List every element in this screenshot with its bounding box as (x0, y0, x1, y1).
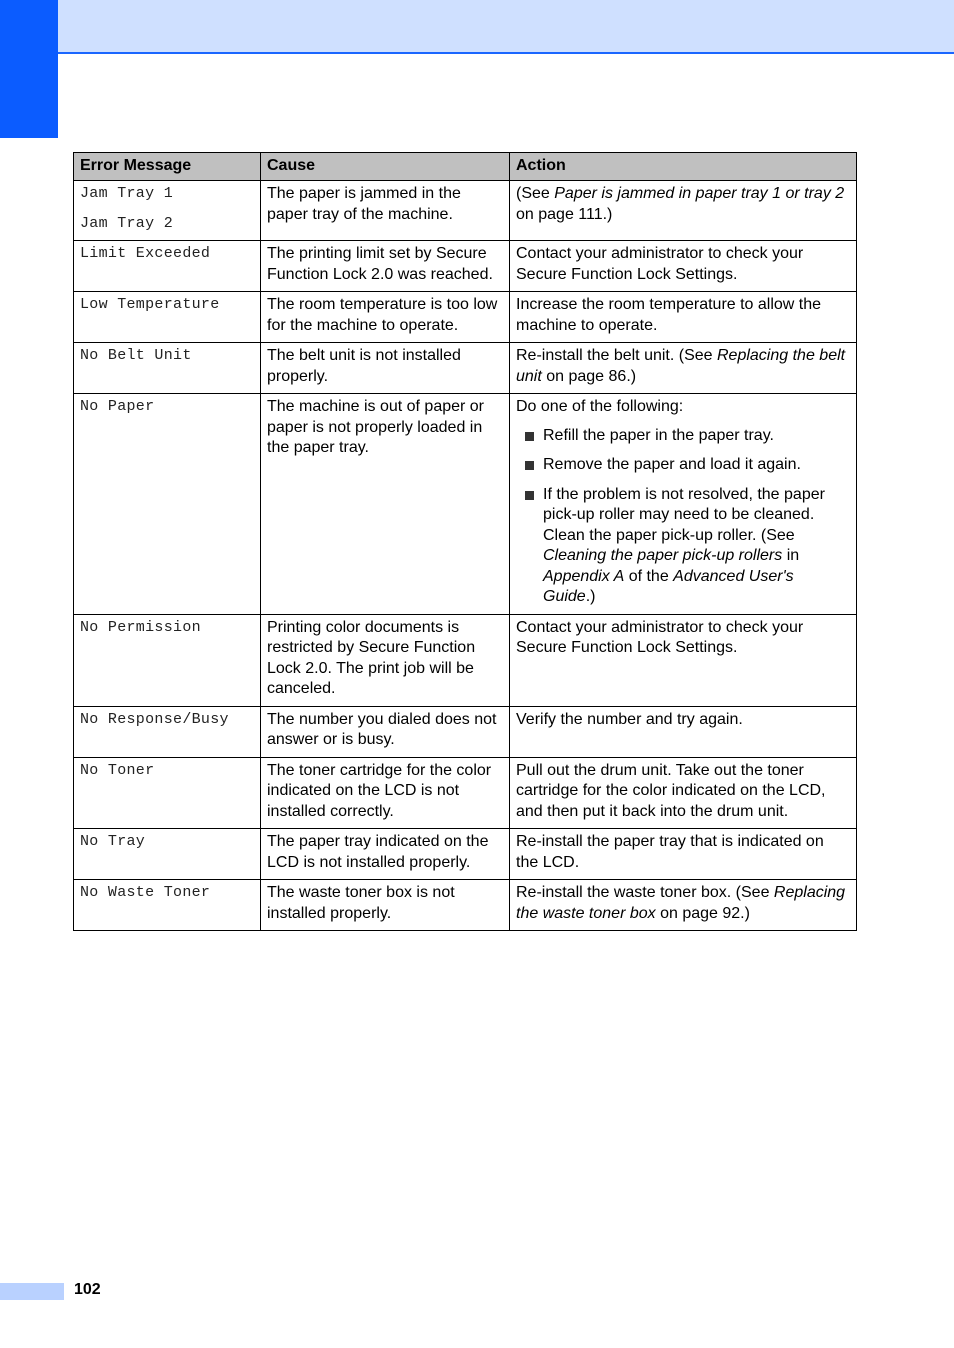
table-row (74, 706, 857, 757)
action-cell (510, 394, 857, 615)
error-message: Limit Exceeded (80, 245, 211, 262)
cause-cell: The printing limit set by Secure Function Lock 2.0 was reached. (261, 241, 510, 292)
cross-reference: Replacing the waste toner box (516, 884, 846, 922)
action-cell: Re-install the paper tray that is indicated on the LCD. (510, 829, 857, 880)
action-text: on page 86.) (541, 367, 637, 385)
table-row (74, 614, 857, 706)
action-text: Re-install the belt unit. (See (516, 347, 717, 364)
chapter-tab (0, 0, 58, 138)
cross-reference: Advanced User's Guide (543, 567, 794, 605)
error-cell (74, 706, 261, 757)
page-number: 102 (74, 1281, 101, 1298)
action-text: (See (516, 185, 555, 202)
action-text: on page 111.) (516, 205, 613, 223)
error-cell (74, 880, 261, 931)
error-message: No Response/Busy (80, 710, 229, 728)
error-message: No Toner (80, 761, 155, 779)
error-cell (74, 181, 261, 241)
error-message: No Waste Toner (80, 884, 211, 901)
cross-reference: Replacing the belt unit (516, 347, 846, 385)
error-message: No Tray (80, 833, 146, 850)
square-bullet-icon (525, 432, 534, 441)
square-bullet-icon (525, 491, 534, 500)
column-header-action: Action (510, 153, 857, 181)
cause-cell: The paper tray indicated on the LCD is not installed properly. (261, 829, 510, 880)
action-text: Re-install the waste toner box. (See (516, 884, 774, 901)
error-message: Jam Tray 1 (80, 185, 174, 202)
cause-cell: The waste toner box is not installed properly. (261, 880, 510, 931)
error-cell (74, 292, 261, 343)
list-item (516, 455, 850, 476)
error-message: Low Temperature (80, 296, 220, 313)
bullet-text: .) (585, 588, 596, 605)
action-cell: Contact your administrator to check your Secure Function Lock Settings. (510, 241, 857, 292)
bullet-text: in (782, 547, 800, 564)
error-message: Jam Tray 2 (80, 214, 174, 232)
error-cell (74, 614, 261, 706)
header-band (0, 0, 954, 54)
column-header-cause: Cause (261, 153, 510, 181)
error-message: No Permission (80, 618, 201, 636)
action-intro: Do one of the following: (516, 398, 684, 415)
bullet-text: of the (624, 567, 674, 585)
cause-cell: Printing color documents is restricted by Secure Function Lock 2.0. The print job will be canceled. (261, 614, 510, 706)
column-header-error: Error Message (74, 153, 261, 181)
error-message: No Paper (80, 398, 155, 415)
error-cell (74, 343, 261, 394)
list-item (516, 485, 850, 608)
action-bullet-list (516, 426, 850, 608)
cause-cell: The room temperature is too low for the machine to operate. (261, 292, 510, 343)
action-cell: Increase the room temperature to allow the machine to operate. (510, 292, 857, 343)
footer-bar (0, 1283, 64, 1300)
cross-reference: Cleaning the paper pick-up rollers (543, 547, 783, 564)
action-cell (510, 181, 857, 241)
cause-cell: The paper is jammed in the paper tray of the machine. (261, 181, 510, 241)
bullet-text: If the problem is not resolved, the paper pick-up roller may need to be cleaned. Clean the paper pick-up roller. (See (543, 485, 825, 544)
action-cell (510, 880, 857, 931)
table-row (74, 181, 857, 241)
list-item (516, 426, 850, 447)
bullet-text: Remove the paper and load it again. (543, 456, 801, 473)
cause-cell: The belt unit is not installed properly. (261, 343, 510, 394)
table-header-row (74, 153, 857, 181)
action-cell: Contact your administrator to check your Secure Function Lock Settings. (510, 614, 857, 706)
cross-reference: Paper is jammed in paper tray 1 or tray 2 (554, 185, 845, 202)
table-row (74, 292, 857, 343)
cross-reference: Appendix A (543, 567, 625, 585)
action-cell: Verify the number and try again. (510, 706, 857, 757)
table-row (74, 241, 857, 292)
cause-cell: The number you dialed does not answer or is busy. (261, 706, 510, 757)
table-row (74, 394, 857, 615)
cause-cell: The machine is out of paper or paper is not properly loaded in the paper tray. (261, 394, 510, 615)
table-row (74, 880, 857, 931)
action-cell: Pull out the drum unit. Take out the toner cartridge for the color indicated on the LCD, and then put it back into the drum unit. (510, 757, 857, 829)
error-table (73, 152, 857, 931)
error-cell (74, 829, 261, 880)
error-cell (74, 394, 261, 615)
error-message: No Belt Unit (80, 347, 192, 364)
table-row (74, 757, 857, 829)
error-cell (74, 757, 261, 829)
error-cell (74, 241, 261, 292)
bullet-text: Refill the paper in the paper tray. (543, 426, 774, 444)
cause-cell: The toner cartridge for the color indicated on the LCD is not installed correctly. (261, 757, 510, 829)
table-row (74, 829, 857, 880)
table-row (74, 343, 857, 394)
action-cell (510, 343, 857, 394)
action-text: on page 92.) (655, 904, 750, 922)
square-bullet-icon (525, 461, 534, 470)
